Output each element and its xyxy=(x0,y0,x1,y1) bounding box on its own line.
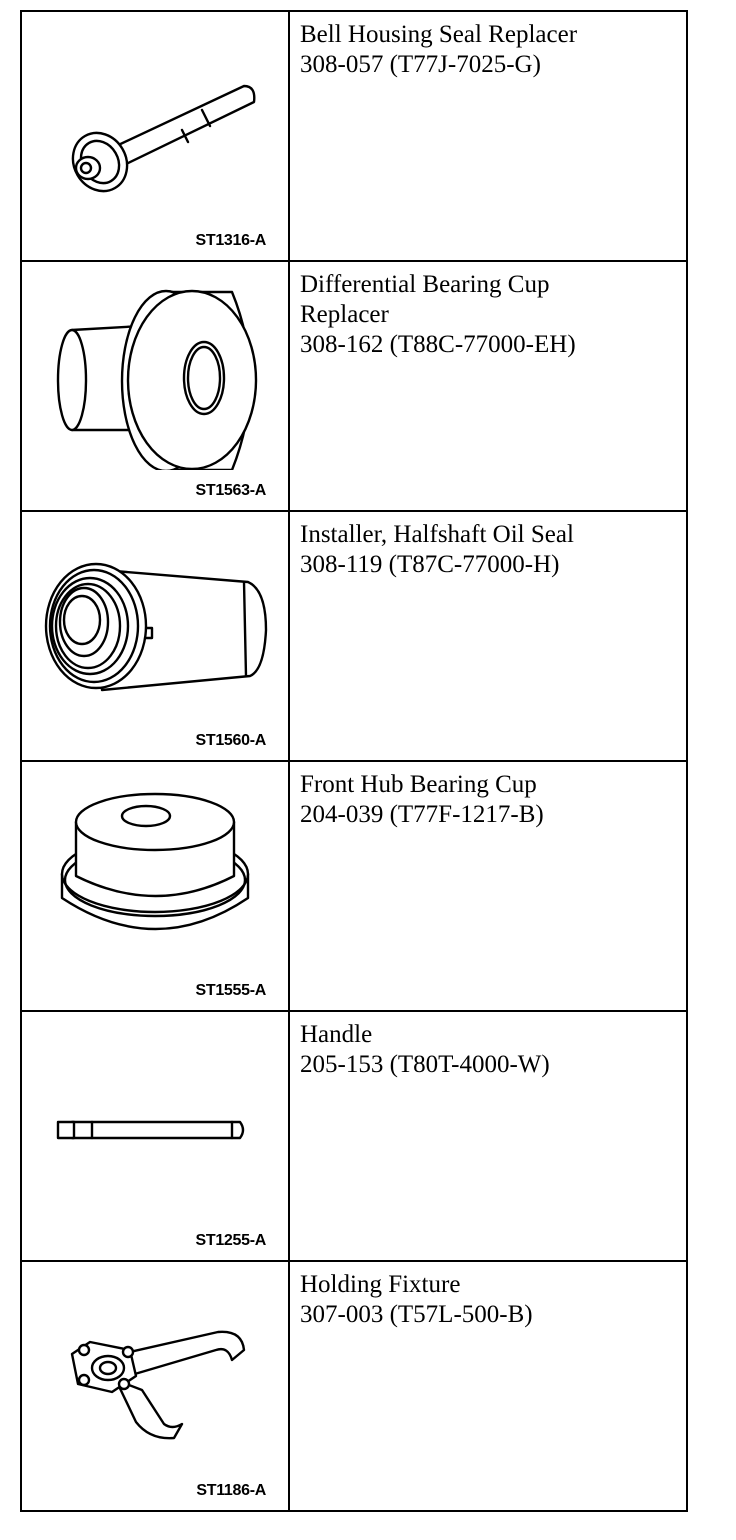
tool-illustration-cell xyxy=(21,11,289,261)
tool-number: 205-153 (T80T-4000-W) xyxy=(300,1051,550,1078)
tool-name: Differential Bearing Cup xyxy=(300,271,550,298)
tool-description-cell xyxy=(289,511,687,761)
tool-code: ST1316-A xyxy=(195,232,266,249)
tool-illustration-cell xyxy=(21,511,289,761)
tool-name: Holding Fixture xyxy=(300,1271,461,1298)
tool-code: ST1555-A xyxy=(195,982,266,999)
tool-description-cell xyxy=(289,261,687,511)
tool-description-cell xyxy=(289,11,687,261)
oil-seal-installer-icon xyxy=(32,530,280,720)
seal-replacer-icon xyxy=(32,30,280,220)
tool-number: 307-003 (T57L-500-B) xyxy=(300,1301,533,1328)
tool-number: 204-039 (T77F-1217-B) xyxy=(300,801,544,828)
tool-name: Installer, Halfshaft Oil Seal xyxy=(300,521,574,548)
tool-description-cell xyxy=(289,1011,687,1261)
tool-name: Front Hub Bearing Cup xyxy=(300,771,537,798)
handle-icon xyxy=(32,1030,280,1220)
tool-number: 308-119 (T87C-77000-H) xyxy=(300,551,560,578)
hub-bearing-cup-icon xyxy=(32,780,280,970)
tool-description-cell xyxy=(289,1261,687,1511)
table-row xyxy=(21,1261,687,1511)
tool-illustration-cell xyxy=(21,1261,289,1511)
tool-code: ST1186-A xyxy=(196,1482,266,1499)
tool-number: 308-057 (T77J-7025-G) xyxy=(300,51,541,78)
table-row xyxy=(21,761,687,1011)
tool-name-line2: Replacer xyxy=(300,301,389,328)
table-row xyxy=(21,1011,687,1261)
table-row xyxy=(21,511,687,761)
tool-description-cell xyxy=(289,761,687,1011)
tool-number: 308-162 (T88C-77000-EH) xyxy=(300,331,576,358)
bearing-cup-replacer-icon xyxy=(32,280,280,470)
table-row xyxy=(21,11,687,261)
special-tools-table xyxy=(20,10,688,1512)
tool-code: ST1563-A xyxy=(195,482,266,499)
holding-fixture-icon xyxy=(32,1280,280,1470)
tool-illustration-cell xyxy=(21,1011,289,1261)
tool-code: ST1255-A xyxy=(195,1232,266,1249)
table-row xyxy=(21,261,687,511)
tool-illustration-cell xyxy=(21,761,289,1011)
tool-code: ST1560-A xyxy=(195,732,266,749)
tool-name: Handle xyxy=(300,1021,373,1048)
tool-name: Bell Housing Seal Replacer xyxy=(300,21,578,48)
tool-illustration-cell xyxy=(21,261,289,511)
